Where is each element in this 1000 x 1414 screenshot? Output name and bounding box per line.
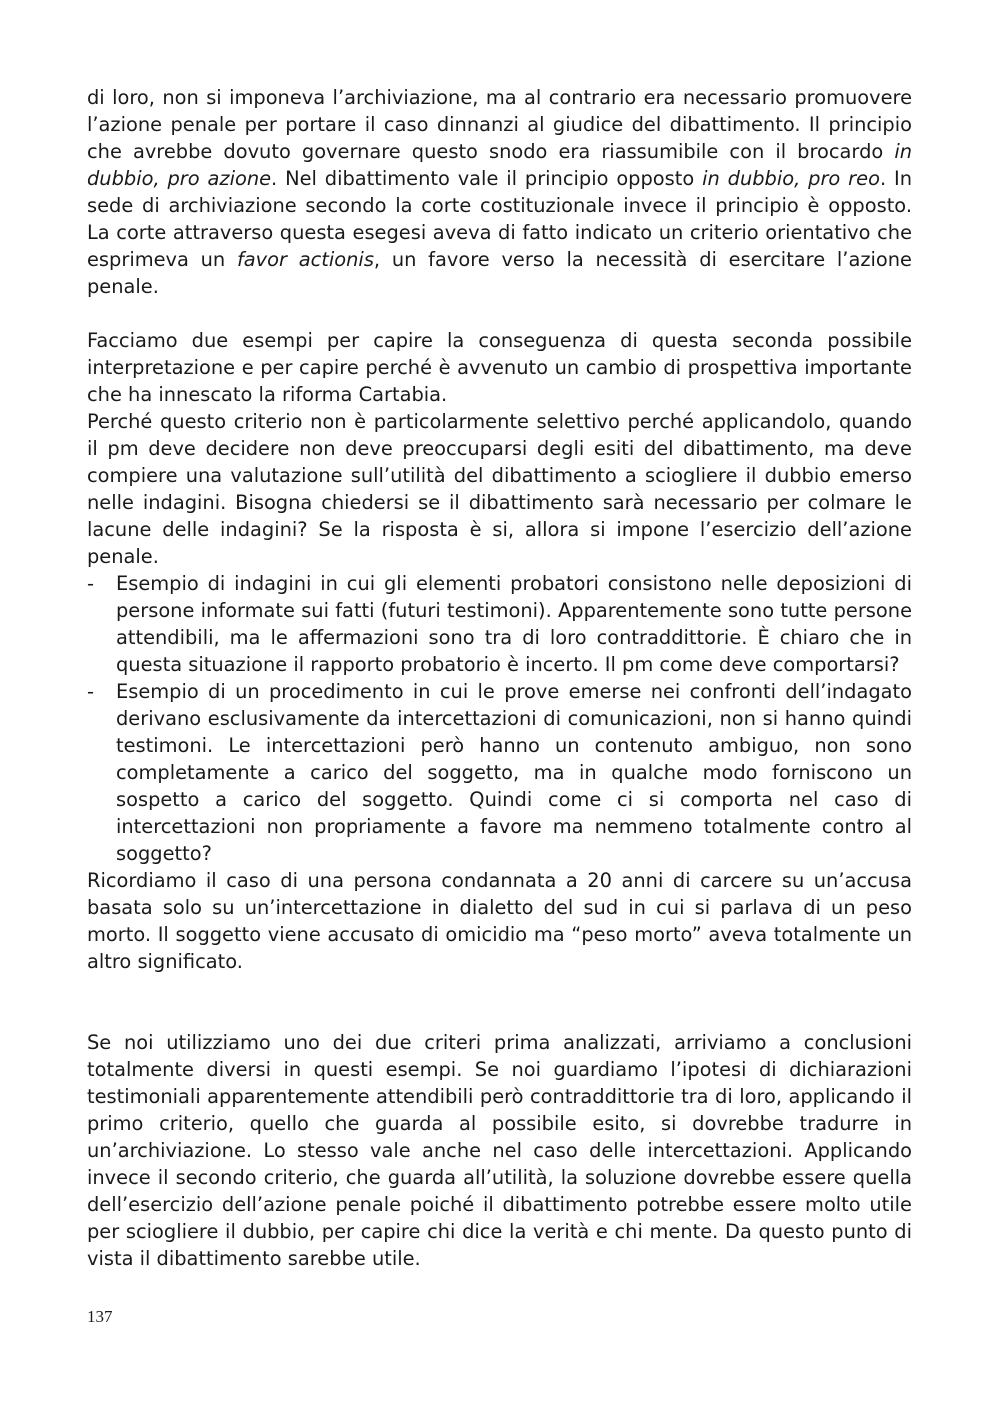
dash-bullet: - <box>87 680 94 703</box>
list-item: - Esempio di indagini in cui gli elementi probatori consistono nelle deposizioni di persone informate sui fatti (futuri testimoni). Apparentemente sono tutte persone attendibili, ma le affermazioni sono tra di loro contraddittorie. È chiaro che in questa situazione il rapporto probatorio è incerto. Il pm come deve comportarsi? <box>87 572 912 676</box>
paragraph-3: Perché questo criterio non è particolarmente selettivo perché applicandolo, quando il pm deve decidere non deve preoccuparsi degli esiti del dibattimento, ma deve compiere una valutazione sull’utilità del dibattimento a sciogliere il dubbio emerso nelle indagini. Bisogna chiedersi se il dibattimento sarà necessario per colmare le lacune delle indagini? Se la risposta è si, allora si impone l’esercizio dell’azione penale. <box>87 410 912 568</box>
example-list <box>87 570 912 867</box>
paragraph-spacer <box>87 975 912 1029</box>
page-number: 137 <box>87 1307 113 1326</box>
paragraph-1: di loro, non si imponeva l’archiviazione, ma al contrario era necessario promuovere l’azione penale per portare il caso dinnanzi al giudice del dibattimento. Il principio che avrebbe dovuto governare questo snodo era riassumibile con il brocardo in dubbio, pro azione. Nel dibattimento vale il principio opposto in dubbio, pro reo. In sede di archiviazione secondo la corte costituzionale invece il principio è opposto. La corte attraverso questa esegesi aveva di fatto indicato un criterio orientativo che esprimeva un favor actionis, un favore verso la necessità di esercitare l’azione penale. <box>87 86 912 298</box>
latin-phrase: in dubbio, pro reo <box>702 167 880 190</box>
paragraph-5: Se noi utilizziamo uno dei due criteri prima analizzati, arriviamo a conclusioni totalmente diversi in questi esempi. Se noi guardiamo l’ipotesi di dichiarazioni testimoniali apparentemente attendibili però contraddittorie tra di loro, applicando il primo criterio, quello che guarda al possibile esito, si dovrebbe tradurre in un’archiviazione. Lo stesso vale anche nel caso delle intercettazioni. Applicando invece il secondo criterio, che guarda all’utilità, la soluzione dovrebbe essere quella dell’esercizio dell’azione penale poiché il dibattimento potrebbe essere molto utile per sciogliere il dubbio, per capire chi dice la verità e chi mente. Da questo punto di vista il dibattimento sarebbe utile. <box>87 1031 912 1270</box>
page-body <box>87 84 912 1272</box>
latin-phrase: favor actionis <box>236 248 374 271</box>
paragraph-2: Facciamo due esempi per capire la conseguenza di questa seconda possibile interpretazione e per capire perché è avvenuto un cambio di prospettiva importante che ha innescato la riforma Cartabia. <box>87 329 912 406</box>
paragraph-4: Ricordiamo il caso di una persona condannata a 20 anni di carcere su un’accusa basata solo su un’intercettazione in dialetto del sud in cui si parlava di un peso morto. Il soggetto viene accusato di omicidio ma “peso morto” aveva totalmente un altro significato. <box>87 869 912 973</box>
dash-bullet: - <box>87 572 94 595</box>
latin-phrase: in dubbio, pro azione <box>87 140 912 190</box>
list-item: - Esempio di un procedimento in cui le prove emerse nei confronti dell’indagato derivano esclusivamente da intercettazioni di comunicazioni, non si hanno quindi testimoni. Le intercettazioni però hanno un contenuto ambiguo, non sono completamente a carico del soggetto, ma in qualche modo forniscono un sospetto a carico del soggetto. Quindi come ci si comporta nel caso di intercettazioni non propriamente a favore ma nemmeno totalmente contro al soggetto? <box>87 680 912 865</box>
paragraph-spacer <box>87 300 912 327</box>
